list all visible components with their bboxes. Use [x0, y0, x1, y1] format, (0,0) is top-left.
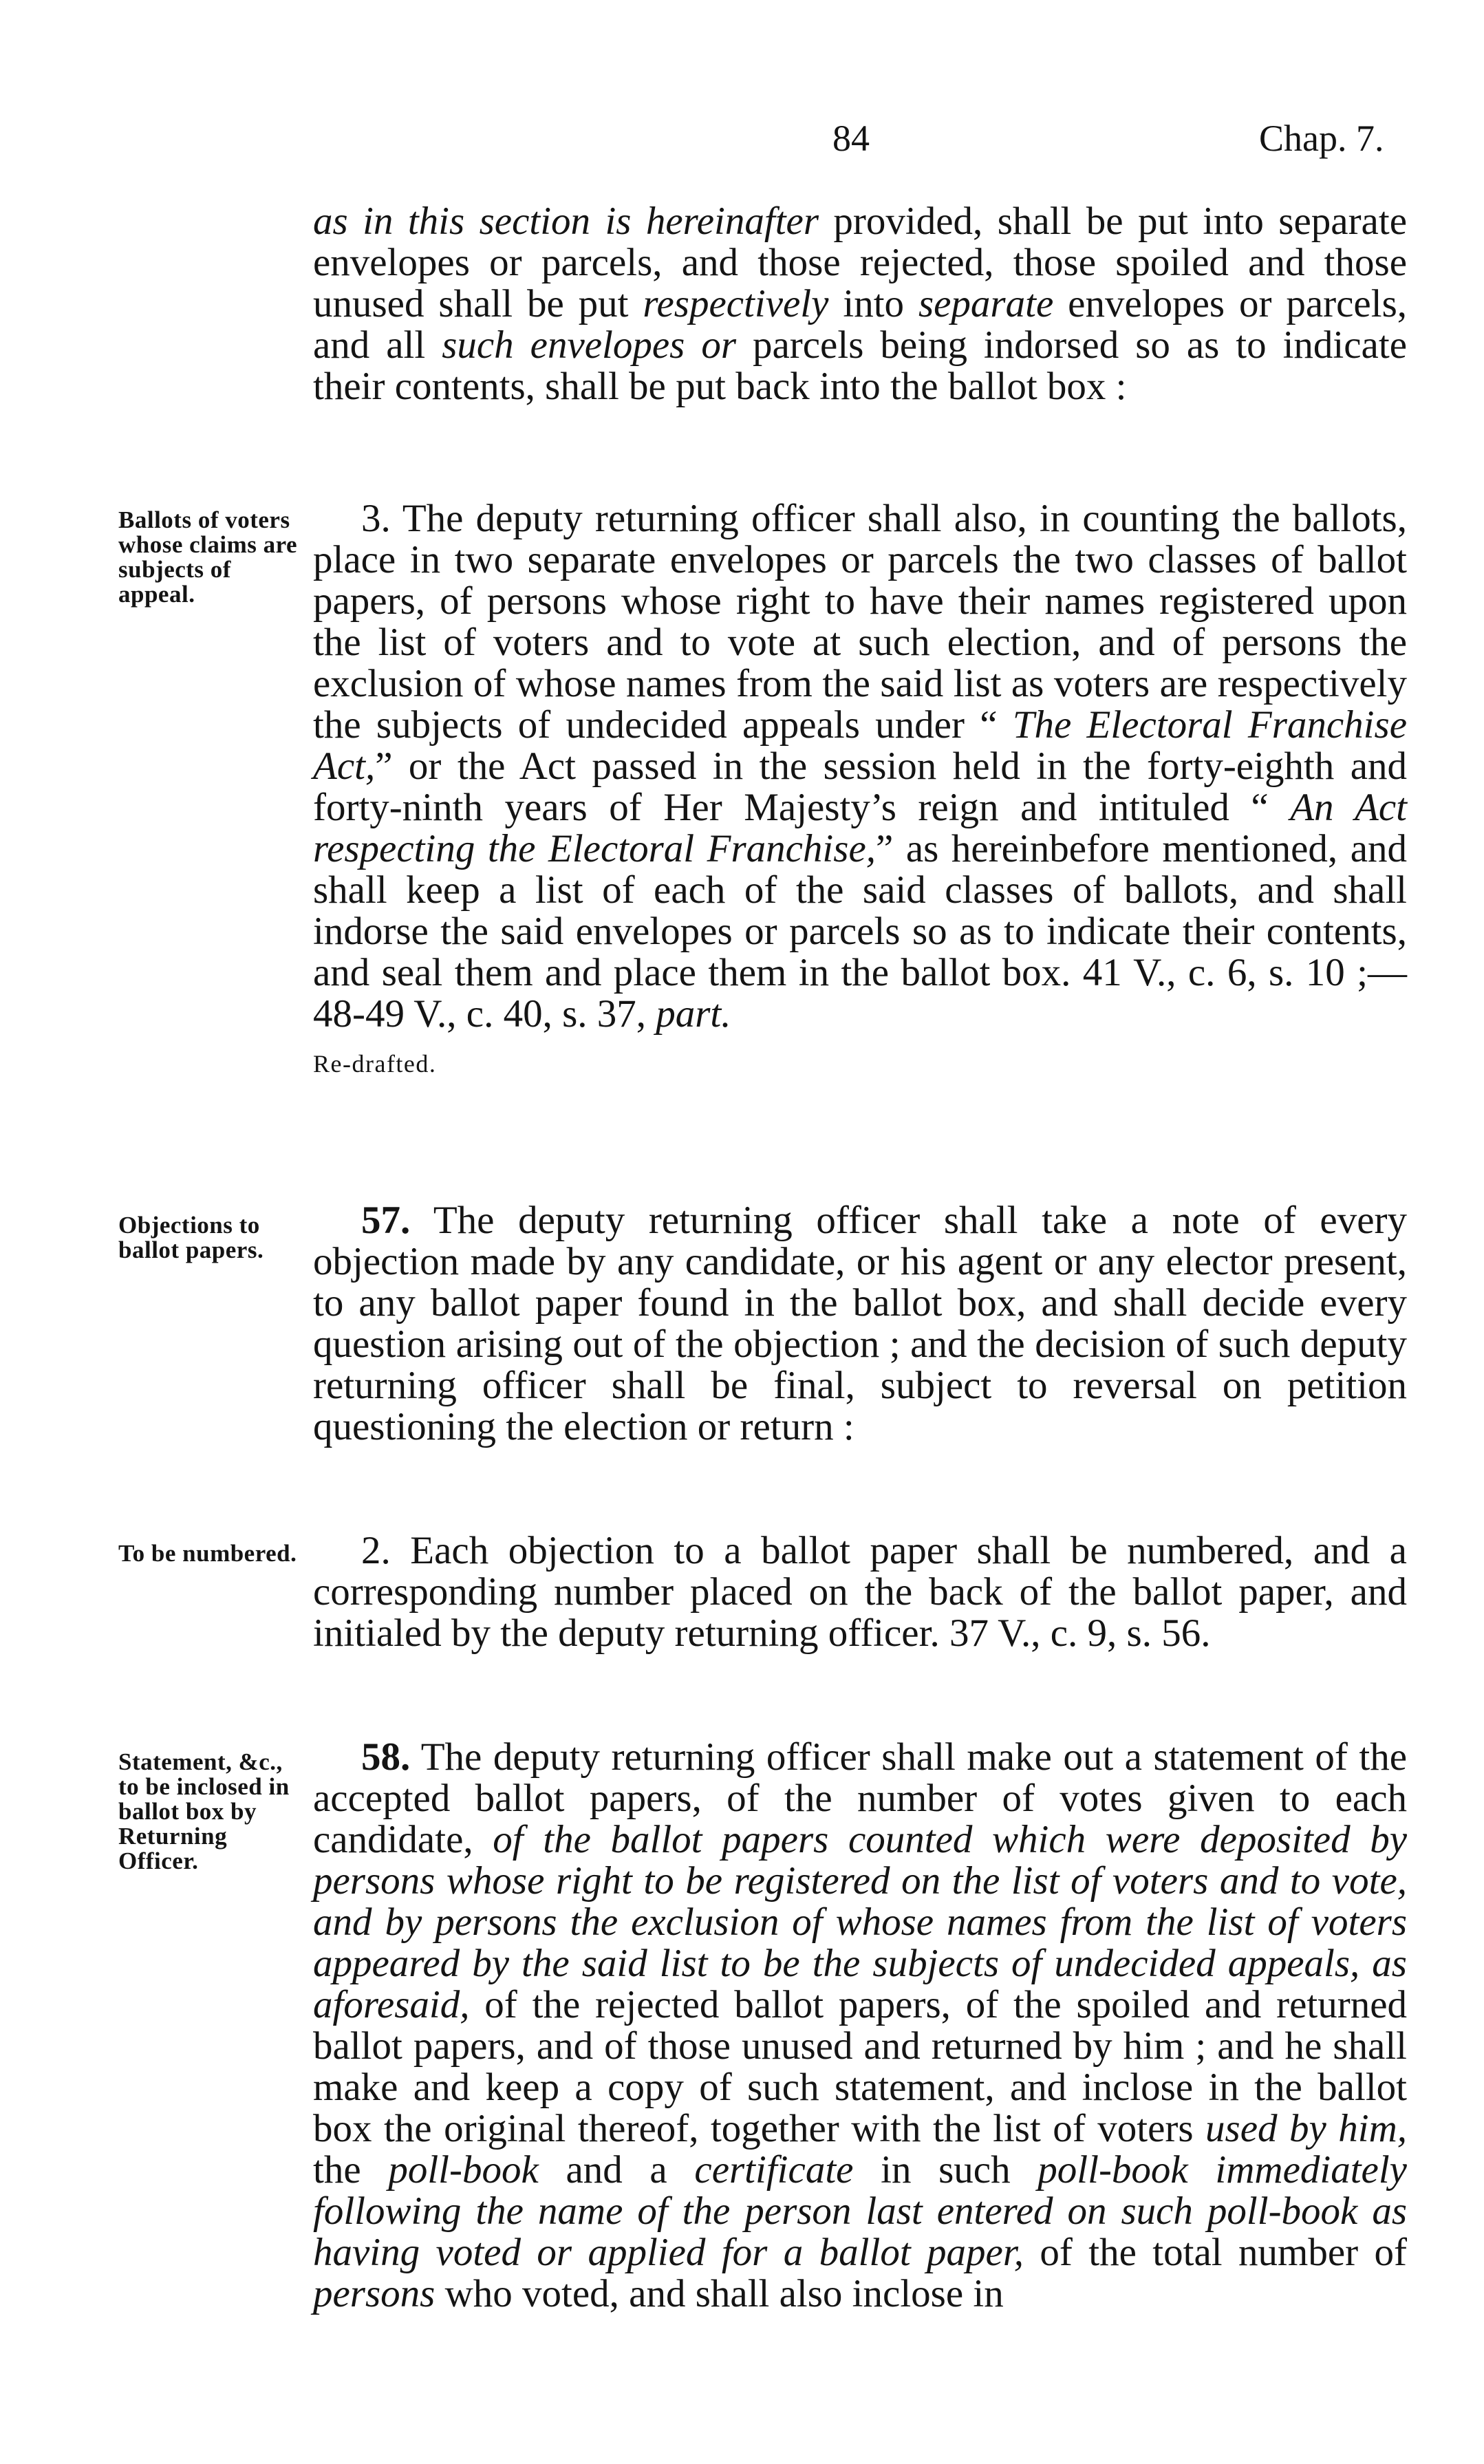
section-58-body — [313, 1735, 1407, 2315]
section-58 — [313, 1737, 1407, 2315]
text-run: provided, shall be put into separate envelopes or parcels, and those rejected, those spoiled and those unused shall be put — [313, 200, 1407, 325]
italic-text-run: respectively — [643, 282, 829, 325]
section-57-number: 57. — [361, 1199, 411, 1242]
margin-note-statement: Statement, &c., to be inclosed in ballot box by Returning Officer. — [118, 1748, 290, 1874]
section-57-subsection-2 — [313, 1530, 1407, 1654]
page-header — [0, 117, 1484, 179]
text-run: 2. Each objection to a ballot paper shall be numbered, and a corresponding number placed on the back of the ballot paper, and initialed by the deputy returning officer. 37 V., c. 9, s. 56. — [313, 1529, 1407, 1655]
page-number: 84 — [832, 118, 870, 159]
subsection-3-text — [313, 498, 1407, 1035]
text-run: parcels being indorsed so as to indicate their contents, shall be put back into the ballot box : — [313, 323, 1407, 408]
text-run: ” as hereinbefore mentioned, and shall keep a list of each of the said classes of ballots, and shall indorse the said envelopes or parcels so as to indicate their contents, and seal them and place them in the ballot box. 41 V., c. 6, s. 10 ;—48-49 V., c. 40, s. 37, — [313, 827, 1407, 1036]
italic-text-run: persons — [313, 2272, 435, 2315]
text-run: The deputy returning officer shall make out a statement of the accepted ballot papers, of the number of votes given to each candidate, — [313, 1735, 1407, 1861]
italic-text-run: part. — [656, 992, 731, 1036]
margin-note-objections: Objections to ballot papers. — [118, 1212, 264, 1263]
italic-text-run: poll-book — [388, 2148, 539, 2192]
section-57-2-text — [313, 1530, 1407, 1654]
text-run: of the rejected ballot papers, of the spoiled and returned ballot papers, and of those unused and returned by him ; and he shall make and keep a copy of such statement, and inclose in the ballot box the original thereof, together with the list of voters — [313, 1983, 1407, 2150]
section-57-text — [313, 1200, 1407, 1448]
section-58-text — [313, 1737, 1407, 2315]
italic-text-run: poll-book immediately following the name of the person last entered on such poll-book as having voted or applied for a ballot paper, — [313, 2148, 1407, 2274]
italic-text-run: The Electoral Franchise Act, — [313, 703, 1407, 788]
text-run: The deputy returning officer shall take a note of every objection made by any candidate, or his agent or any elector present, to any ballot paper found in the ballot box, and shall decide every question arising out of the objection ; and the decision of such deputy returning officer shall be final, subject to reversal on petition questioning the election or return : — [313, 1199, 1407, 1448]
text-run: of the total number of — [1023, 2231, 1407, 2274]
text-run: in such — [853, 2148, 1038, 2192]
italic-text-run: such envelopes or — [442, 323, 737, 367]
text-run: envelopes or parcels, and all — [313, 282, 1407, 367]
chapter-heading: Chap. 7. — [1259, 118, 1384, 159]
opening-paragraph — [313, 201, 1407, 407]
margin-note-ballots-of-voters: Ballots of voters whose claims are subjects of appeal. — [118, 506, 298, 608]
italic-text-run: as in this section is hereinafter — [313, 200, 819, 243]
italic-text-run: separate — [918, 282, 1054, 325]
italic-text-run: An Act respecting the Electoral Franchise, — [313, 786, 1407, 870]
text-run: who voted, and shall also inclose in — [435, 2272, 1004, 2315]
text-run: 3. The deputy returning officer shall also, in counting the ballots, place in two separate envelopes or parcels the two classes of ballot papers, of persons whose right to have their names registered upon the list of voters and to vote at such election, and of persons the exclusion of whose names from the said list as voters are respectively the subjects of undecided appeals under “ — [313, 497, 1407, 747]
redrafted-note: Re-drafted. — [313, 1050, 437, 1078]
text-run: and a — [538, 2148, 695, 2192]
italic-text-run: used by him, — [1205, 2107, 1407, 2150]
margin-note-to-be-numbered: To be numbered. — [118, 1540, 297, 1567]
section-57 — [313, 1200, 1407, 1448]
text-run: the — [313, 2148, 389, 2192]
section-57-body — [313, 1199, 1407, 1448]
opening-text — [313, 201, 1407, 407]
subsection-3 — [313, 498, 1407, 1084]
section-58-number: 58. — [361, 1735, 411, 1779]
italic-text-run: of the ballot papers counted which were deposited by persons whose right to be registered on the list of voters and to vote, and by persons the exclusion of whose names from the list of voters appeared by the said list to be the subjects of undecided appeals, as aforesaid, — [313, 1818, 1408, 2026]
text-run: ” or the Act passed in the session held in the forty-eighth and forty-ninth years of Her Majesty’s reign and intituled “ — [313, 744, 1407, 829]
italic-text-run: certificate — [694, 2148, 854, 2192]
text-run: into — [828, 282, 918, 325]
